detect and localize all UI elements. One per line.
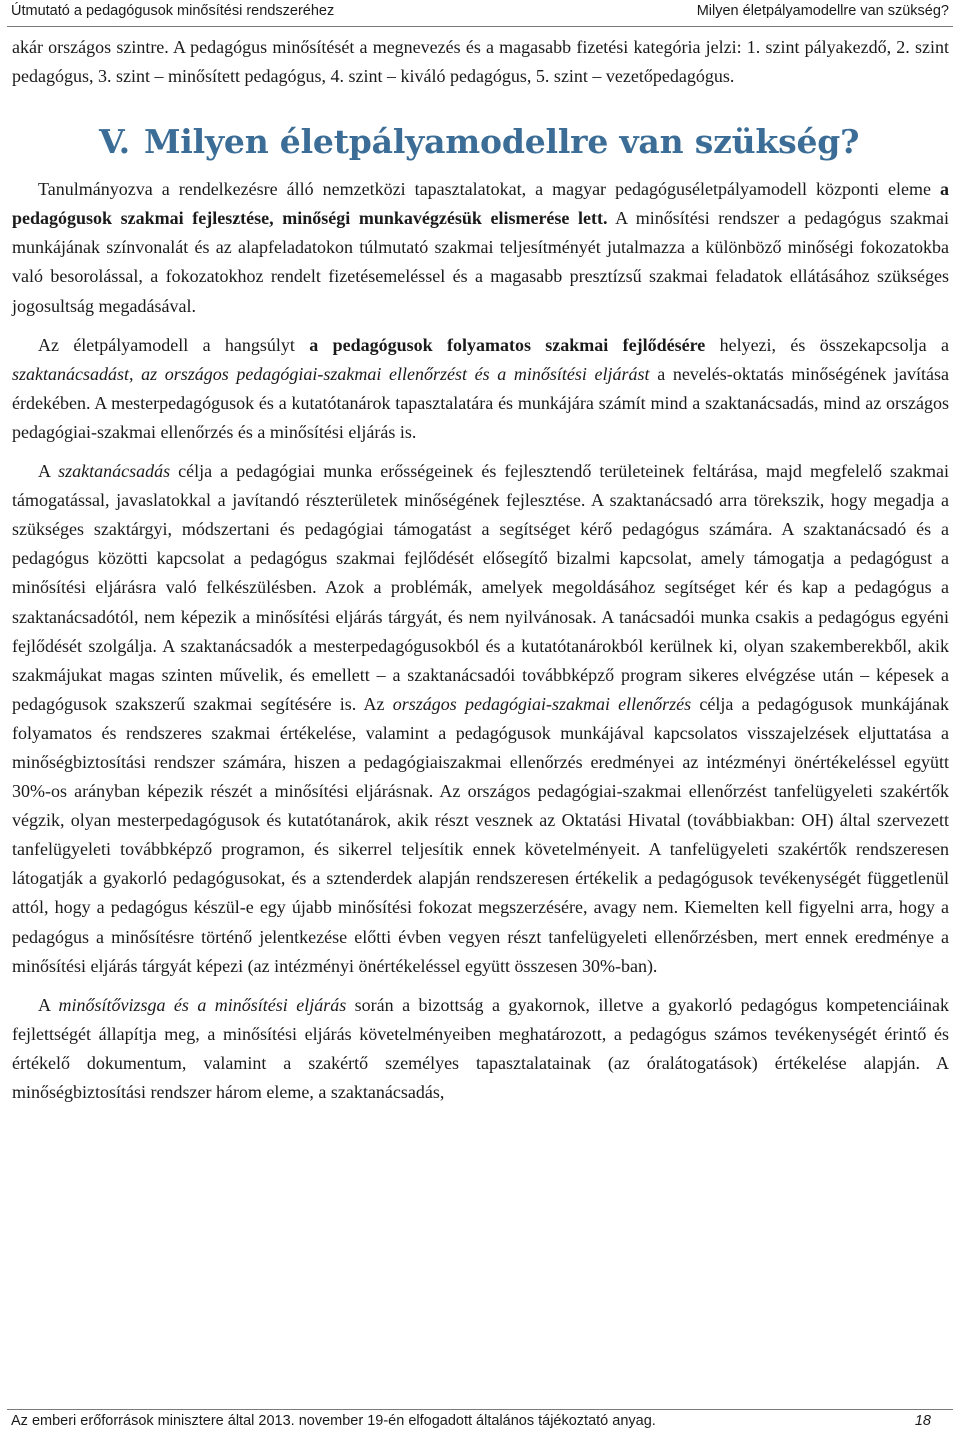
text-run: A: [38, 461, 59, 482]
page-number: 18: [914, 1413, 931, 1429]
paragraph-career-model: [12, 175, 949, 320]
running-header: [7, 0, 953, 27]
header-document-title: Útmutató a pedagógusok minősítési rendszeréhez: [11, 3, 335, 19]
section-title: Milyen életpályamodellre van szükség?: [143, 122, 860, 162]
text-run: Tanulmányozva a rendelkezésre álló nemzetközi tapasztalatokat, a magyar pedagóguséletpályamodell központi eleme: [38, 179, 940, 200]
header-chapter-title: Milyen életpályamodellre van szükség?: [696, 3, 949, 19]
italic-emphasis: szaktanácsadást, az országos pedagógiai-szakmai ellenőrzést és a minősítési eljárást: [12, 363, 650, 384]
text-run: Az életpályamodell a hangsúlyt: [38, 334, 310, 355]
paragraph-continued: akár országos szintre. A pedagógus minősítését a megnevezés és a magasabb fizetési kategória jelzi: 1. szint pályakezdő, 2. szint pedagógus, 3. szint – minősített pedagógus, 4. szint – kiváló pedagógus, 5. szint – vezetőpedagógus.: [12, 37, 949, 87]
paragraph-advisory: [12, 457, 949, 981]
page-body: [12, 33, 949, 1107]
italic-emphasis: minősítővizsga és a minősítési eljárás: [58, 994, 347, 1015]
bold-emphasis: a pedagógusok szakmai fejlesztése, minőségi munkavégzésük elismerése lett.: [12, 179, 949, 229]
bold-emphasis: a pedagógusok folyamatos szakmai fejlődésére: [309, 334, 706, 355]
italic-emphasis: országos pedagógiai-szakmai ellenőrzés: [392, 693, 692, 714]
italic-emphasis: szaktanácsadás: [58, 461, 171, 482]
text-run: A: [38, 994, 59, 1015]
text-run: célja a pedagógiai munka erősségeinek és fejlesztendő területeinek feltárása, majd megfelelő szakmai támogatással, javaslatokkal a javítandó részterületek minőségének fejlesztése. A szaktanácsadó arra törekszik, hogy megadja a szükséges szaktárgyi, módszertani és pedagógiai támogatást a segítséget kérő pedagógus számára. A szaktanácsadó és a pedagógus közötti kapcsolat a pedagógus szakmai fejlődését elősegítő bizalmi kapcsolat, amely támogatja a pedagógust a minősítési eljárásra való felkészülésben. Azok a problémák, amelyek megoldásához segítséget kér és kap a pedagógus a szaktanácsadótól, nem képezik a minősítési eljárás tárgyát, és nem nyilvánosak. A tanácsadói munka csakis a pedagógus egyéni fejlődését szolgálja. A szaktanácsadók a mesterpedagógusokból és a kutatótanárokból kerülnek ki, olyan szakemberekből, akik szakmájukat magas szinten művelik, és emellett – a szaktanácsadói továbbképző program sikeres elvégzése után – képesek a pedagógusok szakszerű szakmai segítésére is. Az: [12, 461, 949, 714]
text-run: során a bizottság a gyakornok, illetve a gyakorló pedagógus kompetenciáinak fejlettségét állapítja meg, a minősítési eljárás követelményeiben meghatározott, a pedagógus számos tevékenységét érintő és értékelő dokumentum, valamint a szakértő személyes tapasztalatainak (az óralátogatások) értékelése alapján. A minőségbiztosítási rendszer három eleme, a szaktanácsadás,: [12, 994, 949, 1102]
paragraph-qualification: [12, 991, 949, 1107]
text-run: A minősítési rendszer a pedagógus szakmai munkájának színvonalát és az alapfeladatokon túlmutató szakmai teljesítményét jutalmazza a különböző minőségi fokozatokba való besorolással, a fokozatokhoz rendelt fizetésemeléssel és a magasabb presztízsű szakmai feladatok ellátásához szükséges jogosultság megadásával.: [12, 208, 949, 316]
footer-note: Az emberi erőforrások minisztere által 2013. november 19-én elfogadott általános tájékoztató anyag.: [11, 1413, 656, 1429]
paragraph-emphasis: [12, 331, 949, 447]
section-heading: [12, 122, 949, 162]
section-number: V.: [99, 122, 130, 162]
text-run: helyezi, és összekapcsolja a: [705, 334, 949, 355]
running-footer: [7, 1409, 953, 1432]
text-run: célja a pedagógusok munkájának folyamatos és rendszeres szakmai értékelése, valamint a pedagógusok munkájával kapcsolatos visszajelzések eljuttatása a minőségbiztosítási rendszer számára, hiszen a pedagógiaiszakmai ellenőrzés eredményei az intézményi önértékeléssel együtt 30%-os arányban képezik részét a minősítési eljárásnak. Az országos pedagógiai-szakmai ellenőrzést tanfelügyeleti szakértők végzik, olyan mesterpedagógusok és kutatótanárok, akik részt vesznek az Oktatási Hivatal (továbbiakban: OH) által szervezett tanfelügyeleti továbbképző programon, és sikerrel teljesítik ennek követelményeit. A tanfelügyeleti szakértők rendszeresen látogatják a gyakorló pedagógusokat, és a sztenderdek alapján rendszeresen értékelik a pedagógusok tevékenységét függetlenül attól, hogy a pedagógus készül-e egy újabb minősítési fokozat megszerzésére, avagy nem. Kiemelten kell figyelni arra, hogy a pedagógus a minősítésre történő jelentkezése előtti évben vegyen részt tanfelügyeleti ellenőrzésben, mert ennek eredménye a minősítési eljárás tárgyát képezi (az intézményi önértékeléssel együtt összesen 30%-ban).: [12, 693, 949, 976]
text-run: a nevelés-oktatás minőségének javítása érdekében. A mesterpedagógusok és a kutatótanárok tapasztalatára és munkájára számít mind a szaktanácsadás, mind az országos pedagógiai-szakmai ellenőrzés és a minősítési eljárás is.: [12, 363, 949, 442]
